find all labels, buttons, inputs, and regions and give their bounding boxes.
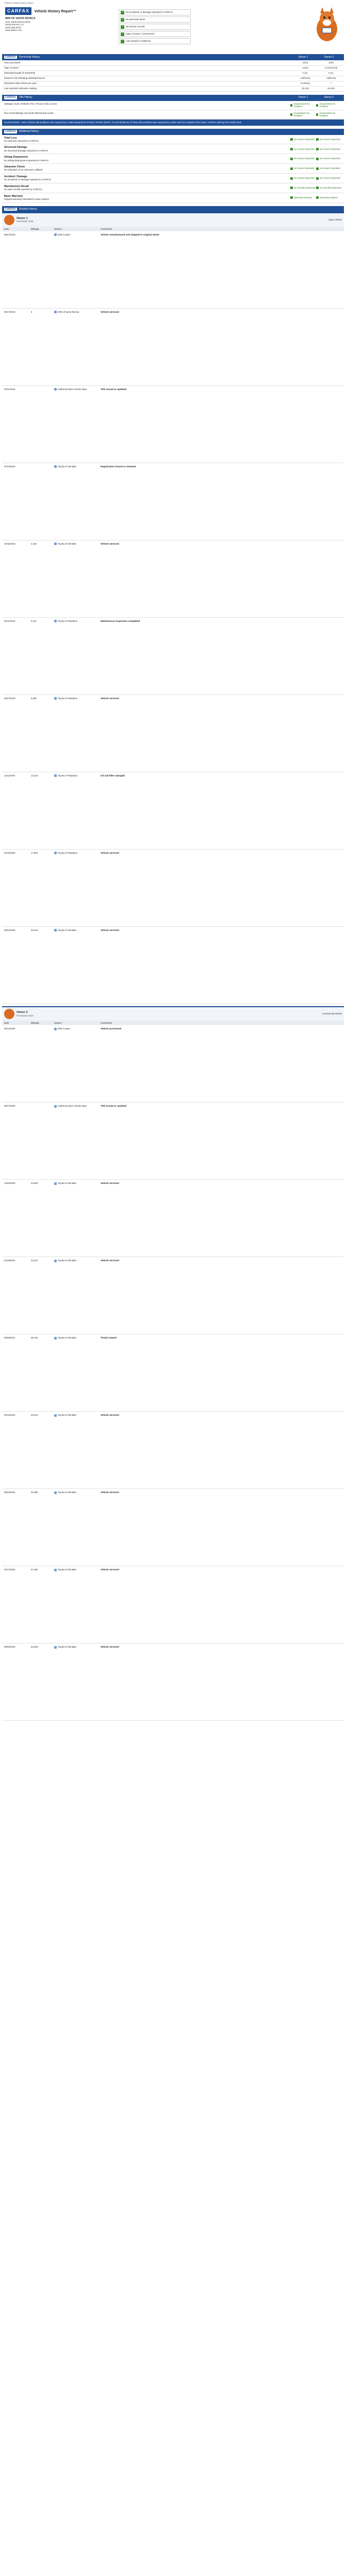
record-mileage <box>31 388 54 461</box>
table-row[interactable]: Accident / Damage No accidents or damage reported to CARFAX No Issues Reported No Issues Reported <box>2 174 344 183</box>
record-mileage: 45,210 <box>31 1414 38 1417</box>
record-mileage: 2,145 <box>31 543 37 546</box>
record-mileage: 17,903 <box>31 852 38 855</box>
history-record <box>2 1257 344 1334</box>
source-icon <box>54 311 57 313</box>
check-icon <box>316 113 318 116</box>
dealer-line[interactable]: www.dealer.com <box>5 29 22 32</box>
guarantee-note: GUARANTEED - None of these title problems were reported by a state Department of Motor Vehicles (DMV). If you find that any of these title problems were reported by a DMV and not included in this report, CARFAX will buy this vehicle back. <box>2 120 344 126</box>
history-record <box>2 695 344 772</box>
col-owner-1: Owner 1 <box>298 55 308 59</box>
table-row[interactable]: Manufacturer Recall No open recalls reported to CARFAX No Recalls Reported No Recalls Reported <box>2 183 344 193</box>
record-date: 06/05/2023 <box>4 1646 15 1649</box>
record-mileage: 24,550 <box>31 1182 38 1185</box>
record-comment: Vehicle serviced <box>101 1259 119 1262</box>
record-date: 12/02/2020 <box>4 1182 15 1185</box>
record-source[interactable]: Toyota of Glendale <box>54 1568 101 1641</box>
record-source[interactable]: Toyota of Glendale <box>54 1646 101 1718</box>
source-icon <box>54 1646 57 1649</box>
title-section-bar: CARFAX Title History Owner 1 Owner 2 <box>2 95 344 101</box>
source-icon <box>54 1260 57 1262</box>
record-date: 06/27/2018 <box>4 311 15 314</box>
table-row: Year purchased 2018 2020 <box>2 60 344 65</box>
record-comment: Vehicle serviced <box>101 543 119 546</box>
record-source[interactable]: California Motor Vehicle Dept. <box>54 388 101 461</box>
record-comment: Vehicle serviced <box>101 929 119 932</box>
source-icon <box>54 1182 57 1185</box>
additional-section-bar: CARFAX Additional History <box>2 129 344 135</box>
dealer-info <box>5 17 119 32</box>
record-date: 06/27/2018 <box>4 233 15 236</box>
check-icon <box>316 104 318 107</box>
record-source[interactable]: Toyota of Glendale <box>54 543 101 615</box>
record-date: 03/14/2022 <box>4 1414 15 1417</box>
record-mileage <box>31 1027 54 1100</box>
source-icon <box>54 465 57 468</box>
table-row: Salvage | Junk | Rebuilt | Fire | Flood | Hail | Lemon Guaranteed No Problem Guaranteed No Problem <box>2 101 344 110</box>
history-record <box>2 309 344 386</box>
record-date: 02/11/2019 <box>4 620 15 623</box>
history-record <box>2 1025 344 1103</box>
check-icon: ✓ <box>121 10 124 14</box>
record-date: 07/01/2018 <box>4 388 15 391</box>
record-mileage: 12,410 <box>31 774 38 777</box>
record-mileage <box>31 233 54 306</box>
records-header: Date Mileage Source Comments <box>2 1021 344 1025</box>
record-comment: Title issued or updated <box>101 388 127 391</box>
owner-icon <box>4 1009 14 1019</box>
col-owner-2: Owner 2 <box>324 55 334 59</box>
record-comment: Vehicle serviced <box>101 1646 119 1649</box>
record-comment: Vehicle serviced <box>101 852 119 855</box>
source-icon <box>54 929 57 931</box>
source-icon <box>54 1337 57 1340</box>
report-header <box>2 5 344 54</box>
table-row: Last reported odometer reading 20,419 62,048 <box>2 86 344 91</box>
record-source[interactable]: Toyota of Glendale <box>54 1336 101 1409</box>
top-bar-text: CARFAX Vehicle History Report <box>4 1 34 4</box>
table-row[interactable]: Odometer Check No indication of an odometer rollback No Issues Indicated No Issues Indicated <box>2 164 344 174</box>
owner-2-header: Owner 2 Purchased: 2020 Commercial Vehicle <box>2 1006 344 1021</box>
record-mileage <box>31 465 54 538</box>
record-date: 11/11/2019 <box>4 774 15 777</box>
record-source[interactable]: Toyota of Glendale <box>54 929 101 1002</box>
dealer-line: 1101 Santa Monica Blvd <box>5 20 30 23</box>
record-comment: Vehicle purchased <box>101 1027 122 1030</box>
record-mileage: 31,012 <box>31 1259 38 1262</box>
check-icon: ✓ <box>121 25 124 28</box>
history-record <box>2 1566 344 1643</box>
record-mileage <box>31 1105 54 1177</box>
record-date: 08/01/2020 <box>4 929 15 932</box>
record-source[interactable]: Toyota of Glendale <box>54 1414 101 1486</box>
dealer-name: MINI OF SANTA MONICA <box>5 17 36 21</box>
record-date: 04/18/2021 <box>4 1259 15 1262</box>
record-source[interactable]: Toyota of Glendale <box>54 1182 101 1255</box>
record-date: 04/10/2020 <box>4 852 15 855</box>
table-row[interactable]: Airbag Deployment No airbag deployment reported to CARFAX No Issues Reported No Issues Reported <box>2 154 344 164</box>
record-source[interactable]: California Motor Vehicle Dept. <box>54 1105 101 1177</box>
summary-checks <box>119 7 305 52</box>
record-date: 09/14/2020 <box>4 1027 15 1030</box>
summary-check[interactable]: ✓ Type of owner: Commercial <box>119 31 191 37</box>
table-row[interactable]: Structural Damage No structural damage reported to CARFAX No Issues Reported No Issues Reported <box>2 144 344 154</box>
check-icon: ✓ <box>121 32 124 36</box>
record-mileage: 57,400 <box>31 1568 38 1571</box>
record-source[interactable]: Toyota of Pasadena <box>54 774 101 847</box>
summary-check[interactable]: ✓ No personal owner <box>119 16 191 23</box>
section-title: Ownership History <box>19 55 40 59</box>
record-source[interactable]: Toyota of Glendale <box>54 1491 101 1564</box>
table-row[interactable]: Basic Warranty Original warranty estimated to have expired Warranty Expired Warranty Expired <box>2 193 344 203</box>
source-icon <box>54 233 57 236</box>
owner-icon <box>4 215 14 225</box>
check-icon <box>290 113 292 116</box>
ownership-section-bar <box>2 54 344 60</box>
record-comment: Vehicle serviced <box>101 311 119 314</box>
record-date: 06/27/2019 <box>4 697 15 700</box>
record-mileage: 6 <box>31 311 32 314</box>
ownership-table <box>2 60 344 92</box>
source-icon <box>54 543 57 545</box>
carfox-mascot-icon <box>313 7 341 43</box>
check-icon: ✓ <box>121 39 124 43</box>
history-record <box>2 1412 344 1489</box>
record-source[interactable]: MINI Cooper <box>54 1027 101 1100</box>
section-title: Title History <box>19 96 32 99</box>
report-title: Vehicle History Report™ <box>34 10 77 13</box>
check-icon: ✓ <box>121 18 124 21</box>
source-icon <box>54 1414 57 1417</box>
carfax-logo: CARFAX <box>5 7 31 15</box>
source-icon <box>54 1569 57 1571</box>
record-comment: Vehicle serviced <box>101 1491 119 1494</box>
source-icon <box>54 852 57 854</box>
source-icon <box>54 620 57 622</box>
record-date: 07/23/2018 <box>4 465 15 468</box>
history-record <box>2 927 344 1004</box>
record-source[interactable]: Toyota of Glendale <box>54 465 101 538</box>
table-row: Estimated miles driven per year 10,500/yr — <box>2 81 344 86</box>
carfax-badge: CARFAX <box>5 55 16 59</box>
record-date: 10/15/2018 <box>4 543 15 546</box>
table-row: Owned in the following states/provinces California California <box>2 76 344 81</box>
table-row[interactable]: Total Loss No total loss reported to CARFAX No Issues Reported No Issues Reported <box>2 135 344 145</box>
record-comment: Vehicle serviced <box>101 1568 119 1571</box>
history-record <box>2 1643 344 1721</box>
record-mileage: 62,048 <box>31 1646 38 1649</box>
record-source[interactable]: MINI Cooper <box>54 233 101 306</box>
record-mileage: 38,700 <box>31 1336 38 1340</box>
record-source[interactable]: Toyota of Glendale <box>54 1259 101 1332</box>
record-source[interactable]: Toyota of Pasadena <box>54 697 101 770</box>
record-comment: Vehicle manufactured and shipped to original dealer <box>101 233 160 236</box>
history-record <box>2 618 344 695</box>
table-row: Type of owner Lease Commercial <box>2 65 344 71</box>
history-record <box>2 386 344 463</box>
summary-check[interactable]: ✓ Last owned in California <box>119 38 191 44</box>
source-icon <box>54 1028 57 1030</box>
source-icon <box>54 1105 57 1108</box>
history-record <box>2 540 344 618</box>
dealer-line: (310) 555-0100 <box>5 26 21 29</box>
records-header: Date Mileage Source Comments <box>2 227 344 231</box>
record-mileage: 8,890 <box>31 697 37 700</box>
top-bar <box>2 0 344 5</box>
record-date: 09/30/2021 <box>4 1336 15 1340</box>
history-record <box>2 463 344 540</box>
record-comment: Vehicle serviced <box>101 1182 119 1185</box>
history-record <box>2 1334 344 1412</box>
owner-1-header: Owner 1 Purchased: 2018 Lease Vehicle <box>2 212 344 227</box>
record-source[interactable]: MINI of Santa Monica <box>54 311 101 383</box>
record-date: 01/17/2023 <box>4 1568 15 1571</box>
record-comment: Vehicle serviced <box>101 1414 119 1417</box>
record-comment: Oil and filter changed <box>101 774 125 777</box>
history-record <box>2 1103 344 1180</box>
summary-check[interactable]: ✓ 65 service records <box>119 24 191 30</box>
check-icon <box>290 104 292 107</box>
history-record <box>2 1180 344 1257</box>
source-icon <box>54 697 57 700</box>
record-mileage: 51,990 <box>31 1491 38 1494</box>
history-record <box>2 1489 344 1566</box>
table-row: Estimated length of ownership 2 yrs. 3 yrs. <box>2 71 344 76</box>
record-comment: Tire(s) rotated <box>101 1336 117 1340</box>
history-record <box>2 772 344 850</box>
record-comment: Vehicle serviced <box>101 697 119 700</box>
record-comment: Maintenance inspection completed <box>101 620 140 623</box>
source-icon <box>54 774 57 777</box>
source-icon <box>54 388 57 391</box>
record-source[interactable]: Toyota of Pasadena <box>54 620 101 692</box>
record-mileage: 20,419 <box>31 929 38 932</box>
carfax-badge: CARFAX <box>5 96 16 99</box>
record-source[interactable]: Toyota of Pasadena <box>54 852 101 924</box>
history-record <box>2 850 344 927</box>
record-comment: Registration issued or renewed <box>101 465 136 468</box>
record-date: 09/17/2020 <box>4 1105 15 1108</box>
source-icon <box>54 1492 57 1494</box>
dealer-line: Santa Monica, CA <box>5 23 24 26</box>
record-mileage: 5,312 <box>31 620 37 623</box>
detailed-section-bar: CARFAX Detailed History <box>2 206 344 212</box>
record-date: 08/22/2022 <box>4 1491 15 1494</box>
record-comment: Title issued or updated <box>101 1105 127 1108</box>
summary-check[interactable]: ✓ No accidents or damage reported to CARFAX <box>119 9 191 15</box>
table-row: Not Actual Mileage | Exceeds Mechanical Limits Guaranteed No Problem Guaranteed No Problem <box>2 110 344 120</box>
history-record <box>2 231 344 309</box>
